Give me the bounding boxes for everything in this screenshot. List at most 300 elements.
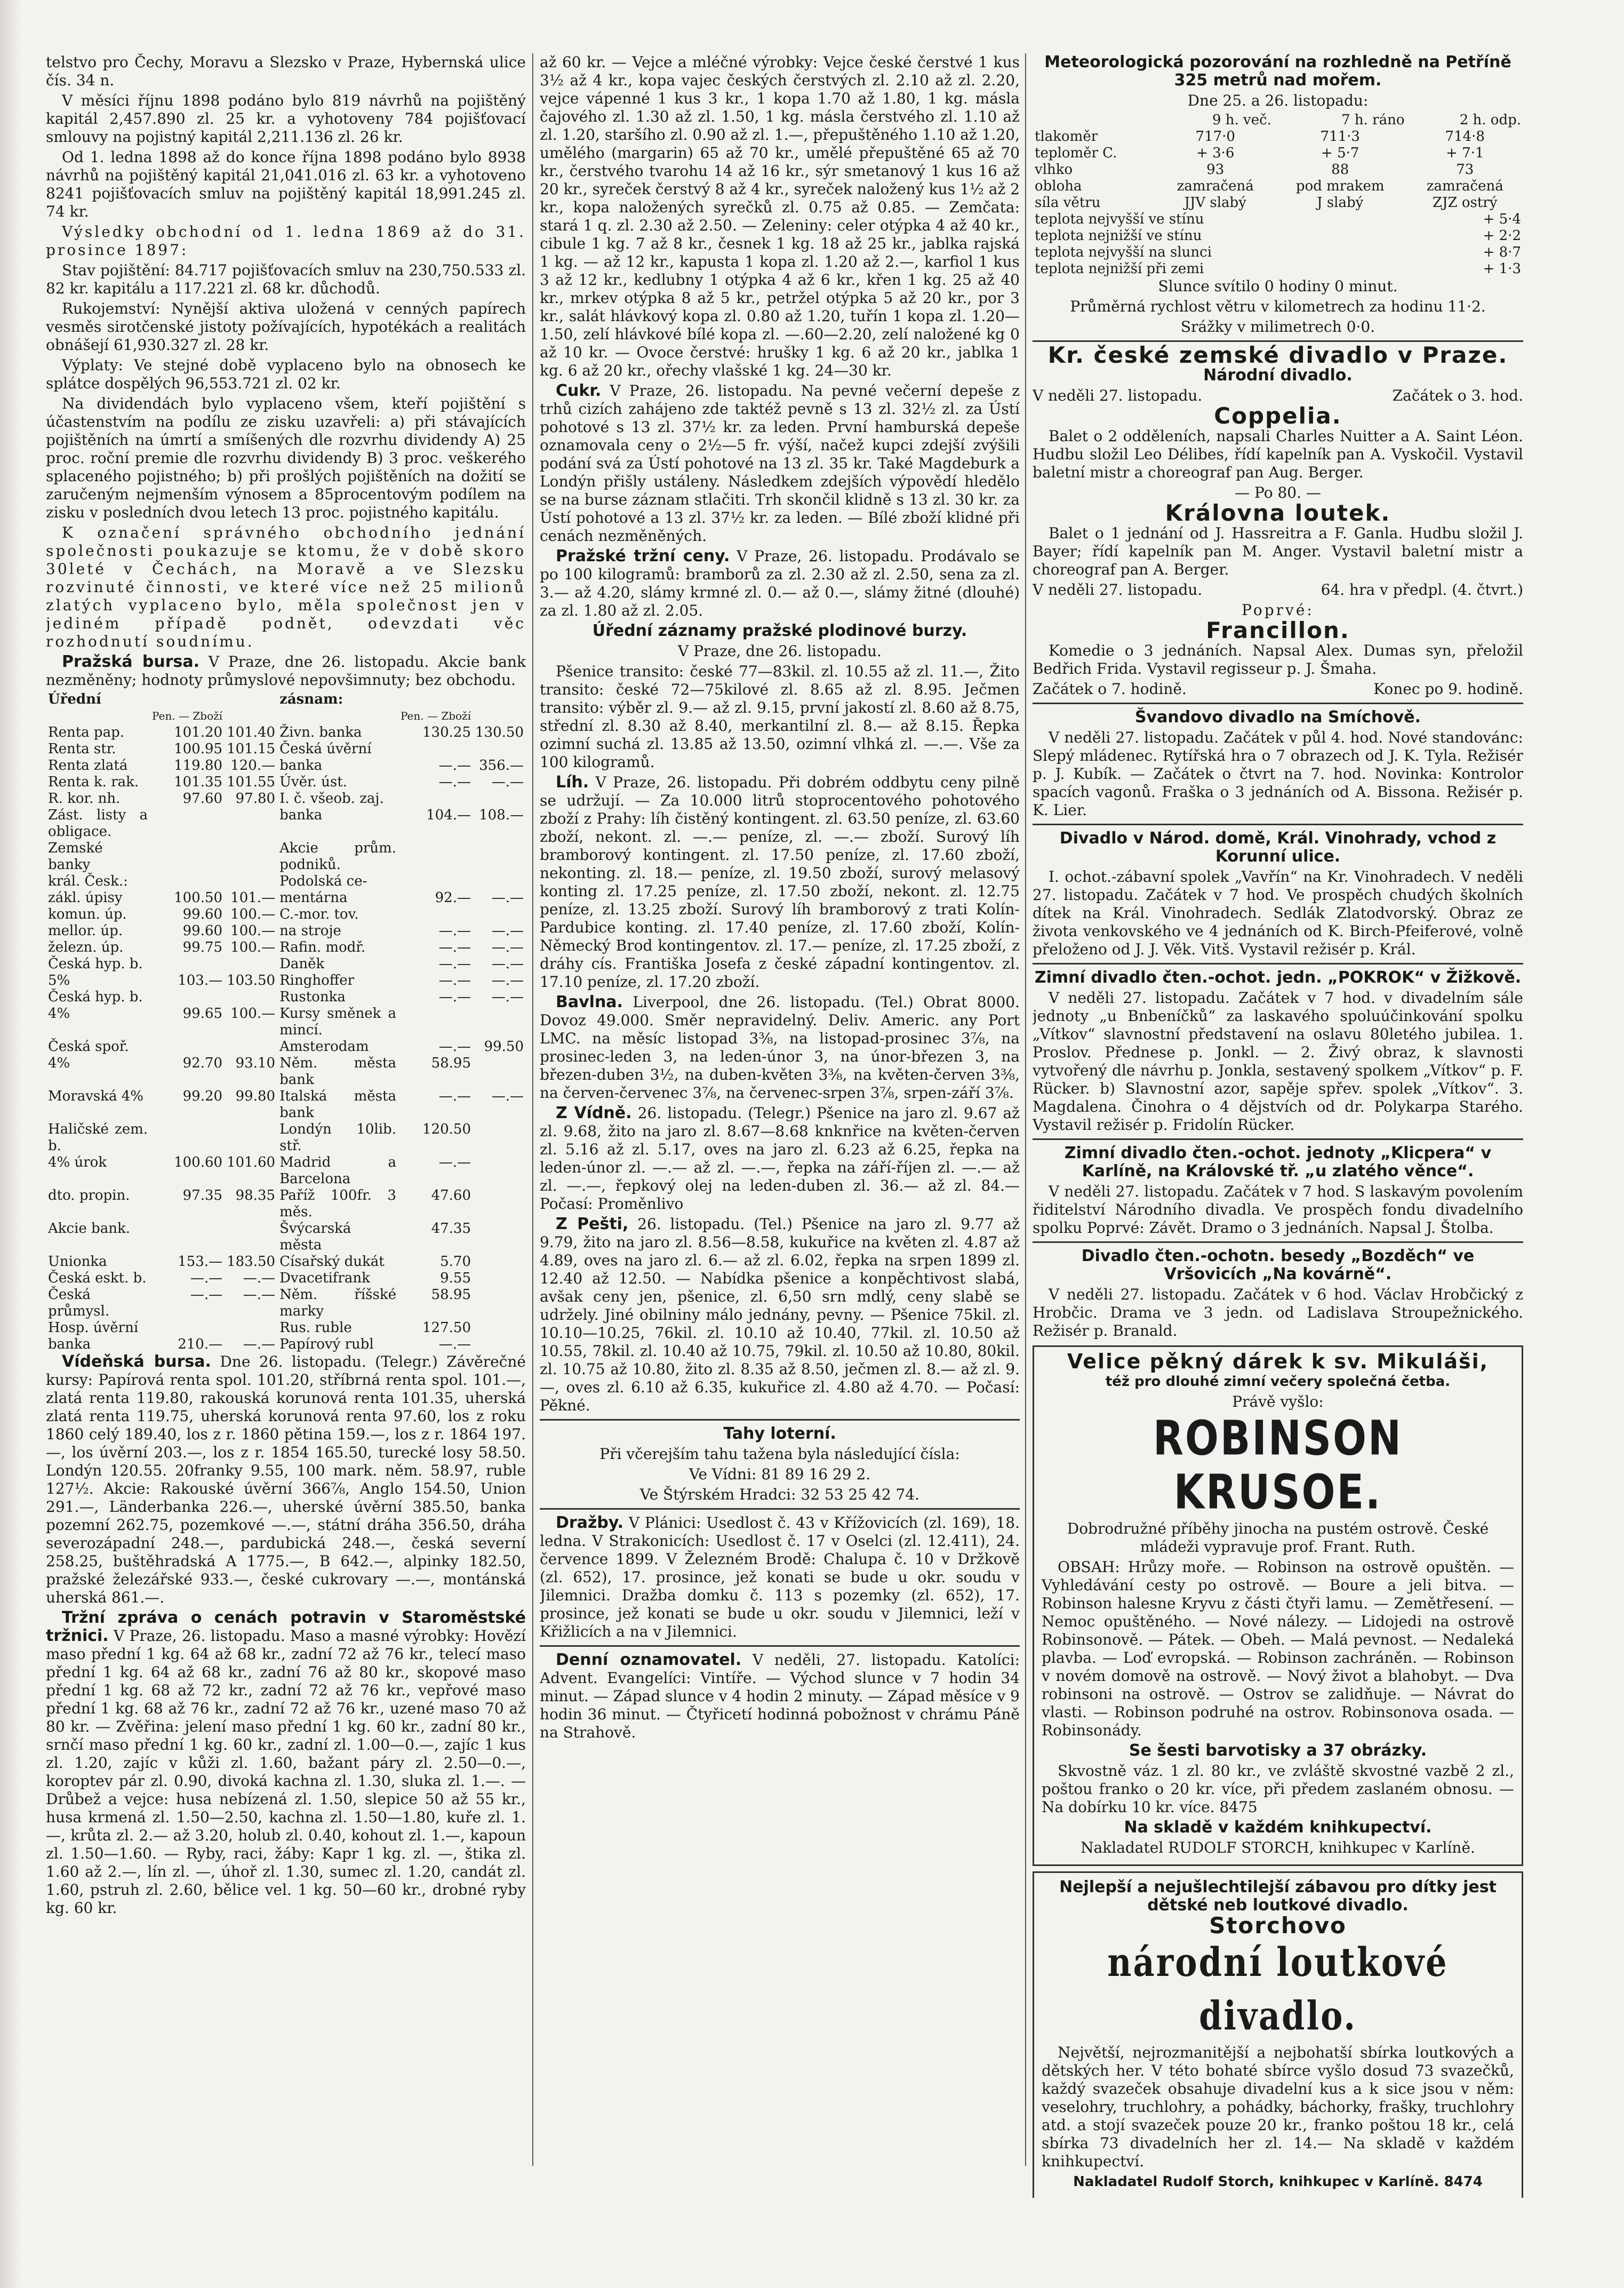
paragraph: až 60 kr. — Vejce a mléčné výrobky: Vejce české čerstvé 1 kus 3½ až 4 kr., kopa vajec českých čerstvých zl. 2.10 až zl. 2.20, vejce vápenné 1 kus 3 kr., 1 kopa 1.70 až 1.80, 1 kg. másla čajového zl. 1.30 až zl. 1.50, 1 kg. másla čerstvého zl. 1.10 až zl. 1.20, staršího zl. 0.90 až zl. 1.—, přepuštěného 1.10 až 1.20, umělého (margarin) 65 až 70 kr., umělé přepuštěné 65 až 70 kr., čerstvého tvarohu 14 až 16 kr., sýr smetanový 1 kus 16 až 20 kr., syreček čerstvý 8 až 4 kr., syreček naložený kus 1½ až 2 kr., kopa naložených syrečků zl. 0.75 až 0.85. — Zemčata: stará 1 q. zl. 2.30 až 2.50. — Zeleniny: celer otýpka 4 až 40 kr., cibule 1 kg. 7 až 8 kr., česnek 1 kg. 18 až 25 kr., jablka rajská 1 kg. — až 12 kr., kapusta 1 kopa zl. 1.20 až 2.—, karfiol 1 kus 3 až 12 kr., kedlubny 1 otýpka 4 až 6 kr., křen 1 kg. 25 až 40 kr., mrkev otýpka 8 až 5 kr., petržel otýpka 5 až 20 kr., por 3 kr., salát hlávkový kopa zl. 0.80 až 1.20, tuřín 1 kopa zl. 1.20—1.50, zelí hlávkové bílé kopa zl. —.60—2.20, zelí naložené kg 0 až 10 kr. — Ovoce čerstvé: hrušky 1 kg. 6 až 20 kr., jablka 1 kg. 6 až 20 kr., ořechy vlašské 1 kg. 24—30 kr. <box>540 53 1020 379</box>
table-cell <box>225 1039 277 1055</box>
table-row <box>46 1088 526 1121</box>
table-cell <box>225 956 277 972</box>
table-cell <box>473 1287 526 1320</box>
table-row <box>46 972 526 989</box>
table-cell <box>473 1221 526 1254</box>
show-dateline <box>1033 387 1523 405</box>
table-cell: 101.60 <box>227 1154 276 1170</box>
table-cell: banka <box>48 1336 91 1352</box>
table-cell: —.— <box>491 956 524 972</box>
table-cell <box>398 1006 473 1039</box>
show-description: V neděli 27. listopadu. Začátek v půl 4. hod. Nové standovánc: Slepý mládenec. Rytířská hra o 7 obrazech od J. K. Tyla. Režisér p. J. Kubík. — Začátek o čtvrt na 7. hod. Novinka: Kontrolor spacích vagonů. Fraška o 3 jednáních od A. Bissona. Režisér p. K. Lier. <box>1033 729 1523 819</box>
meteo-column-label: 9 h. več. <box>1212 112 1271 128</box>
meteo-table-head <box>1033 112 1523 129</box>
table-cell: + 8·7 <box>1483 244 1521 260</box>
meteo-extreme-row <box>1033 211 1523 228</box>
paragraph: Výplaty: Ve stejné době vyplaceno bylo na obnosech ke splátce dospělých 96,553.721 zl. 02 kr. <box>46 356 526 392</box>
table-row <box>46 1039 526 1055</box>
column-3 <box>1033 53 1523 2198</box>
show-times <box>1033 680 1523 698</box>
meteo-row <box>1033 145 1523 162</box>
advert-title: ROBINSON KRUSOE. <box>1153 1411 1403 1520</box>
show-title: Francillon. <box>1206 617 1350 643</box>
paragraph: V měsíci říjnu 1898 podáno bylo 819 návrhů na pojištěný kapitál 2,457.890 zl. 25 kr. a vyhotoveny 784 pojišťovací smlouvy na pojistný kapitál 2,211.136 zl. 26 kr. <box>46 92 526 146</box>
table-cell: Česká hyp. b. <box>48 989 143 1005</box>
advert-name: Storchovo <box>1209 1912 1347 1939</box>
table-cell: Ringhoffer <box>279 972 355 988</box>
table-cell <box>225 873 277 890</box>
table-cell <box>398 840 473 873</box>
theatre-heading: Kr. české zemské divadlo v Praze. <box>1047 342 1508 368</box>
theatre-heading: Divadlo čten.-ochotn. besedy „Bozděch“ ve Vršovicích „Na kovárně“. <box>1081 1247 1475 1283</box>
show-dateline <box>1033 581 1523 599</box>
table-cell: Něm. města bank <box>279 1055 396 1088</box>
table-row <box>46 956 526 972</box>
column-rule <box>1025 53 1026 2166</box>
table-cell: banka <box>279 807 323 823</box>
table-cell: 120.— <box>230 758 276 774</box>
table-cell: 104.— <box>426 807 471 823</box>
show-note: Poprvé: <box>1242 601 1314 619</box>
table-cell: 92.— <box>435 890 471 906</box>
paragraph-text: V Praze, 26. listopadu. Prodávalo se po 100 kilogramů: bramborů za zl. 2.30 až zl. 2.50, sena za zl. 3.— až 4.20, slámy krmné zl. 0.— až 0.—, slámy žitné (dlouhé) za zl. 1.80 až zl. 2.05. <box>540 547 1020 619</box>
table-cell: železn. úp. <box>48 939 124 955</box>
paragraph: Rukojemství: Nynější aktiva uložená v cenných papírech vesměs sirotčenské jistoty požívajících, hypotékách a realitách obnášejí 61,930.327 zl. 28 kr. <box>46 300 526 354</box>
table-cell <box>225 840 277 873</box>
table-cell <box>473 1320 526 1336</box>
table-cell: R. kor. nh. <box>48 791 121 807</box>
table-cell: —.— <box>438 923 471 939</box>
table-cell: 97.35 <box>182 1187 223 1203</box>
table-cell <box>225 1320 277 1336</box>
advert-text: Největší, nejrozmanitější a nejbohatší sbírka loutkových a dětských her. V této bohaté sbírce vyšlo dosud 73 svazečků, každý svazeček obsahuje divadelní kus a k sice jsou v něm: veselohry, truchlohry, a pohádky, báchorky, frašky, truchlohry atd. a stojí svazeček pouze 20 kr., franko poštou 18 kr., celá sbírka 73 divadelních her zl. 14.— Na skladě v každém knihkupectví. <box>1042 2044 1514 2170</box>
show-description: V neděli 27. listopadu. Začátek v 7 hod. S laskavým povolením řiditelství Národního divadla. Ve prospěch fondu divadelního spolku Poprvé: Závět. Dramo o 3 jednáních. Napsal J. Štolba. <box>1033 1183 1523 1237</box>
table-row <box>46 774 526 791</box>
section-heading: Tahy loterní. <box>723 1424 836 1443</box>
table-row <box>46 1121 526 1154</box>
table-cell: —.— <box>438 1039 471 1055</box>
table-cell: 93 <box>1206 162 1225 178</box>
table-cell: + 2·2 <box>1483 228 1521 244</box>
advert-publisher: Nakladatel Rudolf Storch, knihkupec v Karlíně. 8474 <box>1073 2174 1483 2190</box>
table-cell: —.— <box>438 774 471 790</box>
table-cell <box>473 691 526 708</box>
advert-text: Na skladě v každém knihkupectví. <box>1124 1818 1432 1837</box>
table-cell <box>473 906 526 923</box>
table-cell: 101.40 <box>227 724 276 740</box>
table-row <box>46 791 526 807</box>
table-cell <box>225 691 277 708</box>
table-cell: komun. úp. <box>48 906 127 922</box>
meteo-table <box>1033 112 1523 277</box>
theatre-heading: Švandovo divadlo na Smíchově. <box>1134 708 1421 727</box>
table-cell: 100.95 <box>174 741 223 757</box>
divider <box>1033 703 1523 704</box>
advert-subheading: též pro dlouhé zimní večery společná četba. <box>1105 1374 1451 1390</box>
table-cell: —.— <box>491 1088 524 1104</box>
table-cell: Paříž 100fr. 3 měs. <box>279 1187 396 1220</box>
table-header-row <box>46 691 526 708</box>
table-cell: vlhko <box>1035 162 1073 178</box>
table-cell <box>225 1121 277 1154</box>
section-heading: Vídeňská bursa. <box>62 1352 211 1371</box>
table-cell: Česká průmysl. <box>48 1287 110 1319</box>
table-cell: 99.50 <box>484 1039 524 1055</box>
table-cell: —.— <box>438 1336 471 1352</box>
show-description: Komedie o 3 jednáních. Napsal Alex. Dumas syn, přeložil Bedřich Frida. Vystavil regisseur p. J. Šmaha. <box>1033 642 1523 677</box>
paragraph-text: V Praze, 26. listopadu. Na pevné večerní depeše z trhů cizích zahájeno zde taktéž pevně s 13 zl. 32½ zl. za Ústí pohotové s 13 zl. 37½ kr. za leden. První hamburská depeše oznamovala ceny o 2½—5 fr. výší, načež kupci zdejší zvýšili podání svá za Ústí pohotové na 13 zl. 35 kr. Také Magdeburk a Londýn přišly ustáleny. Následkem zdejších výpovědí hledělo se na burse záznam stlačiti. Trh skončil klidně s 13 zl. 30 kr. za Ústí pohotové a 13 zl. 37½ kr. za leden. — Bílé zboží klidné při cenách nezměněných. <box>540 382 1020 545</box>
table-cell: + 5·4 <box>1483 211 1521 227</box>
show-date: V neděli 27. listopadu. <box>1033 581 1203 599</box>
table-cell: 103.50 <box>227 972 276 988</box>
table-cell: síla větru <box>1035 195 1101 211</box>
table-cell: Rustonka <box>279 989 346 1005</box>
table-cell: 103.— <box>178 972 223 988</box>
dateline: V Praze, dne 26. listopadu. <box>678 642 882 660</box>
meteo-extremes <box>1033 211 1523 277</box>
table-cell: Italská města bank <box>279 1088 396 1121</box>
table-cell: Unionka <box>48 1254 107 1270</box>
table-cell <box>398 873 473 890</box>
table-cell: —.— <box>438 758 471 774</box>
table-cell: Něm. říšské marky <box>279 1287 396 1319</box>
table-row <box>46 724 526 741</box>
show-title: Královna loutek. <box>1165 500 1391 526</box>
table-cell: 5.70 <box>440 1254 471 1270</box>
table-cell <box>150 873 225 890</box>
advert-text: Se šesti barvotisky a 37 obrázky. <box>1129 1741 1427 1760</box>
meteo-column-label: 7 h. ráno <box>1341 112 1405 128</box>
table-cell: ZJZ ostrý <box>1433 195 1498 211</box>
table-row <box>46 1254 526 1270</box>
show-end: Konec po 9. hodině. <box>1373 680 1523 698</box>
table-cell <box>150 956 225 972</box>
table-cell: 99.60 <box>182 923 223 939</box>
table-cell <box>473 1254 526 1270</box>
table-cell <box>150 1221 225 1254</box>
paragraph-text: V neděli, 27. listopadu. Katolíci: Advent. Evangelíci: Vintíře. — Východ slunce v 7 hodin 34 minut. — Západ slunce v 4 hodin 2 minuty. — Západ měsíce v 9 hodin 36 minut. — Čtyřicetí hodinná pobožnost v chrámu Páně na Strahově. <box>540 1651 1020 1741</box>
table-cell: Daněk <box>279 956 325 972</box>
section-heading: Z Pešti, <box>556 1215 629 1233</box>
show-date: V neděli 27. listopadu. <box>1033 387 1203 404</box>
page-gutter-shadow <box>0 0 21 2288</box>
table-row <box>46 923 526 939</box>
meteo-table-body <box>1033 129 1523 211</box>
table-cell <box>150 840 225 873</box>
table-cell <box>473 1006 526 1039</box>
paragraph-text: V Plánici: Usedlost č. 43 v Křížovicích (zl. 169), 18. ledna. V Strakonicích: Usedlost č. 17 v Oselci (zl. 12.411), 24. července 1899. V Železném Brodě: Chalupa č. 10 v Držkově (zl. 652), 17. prosince, jež konati se bude u okr. soudu v Jilemnici. Dražba domku č. 113 s pozemky (zl. 652), 17. prosince, jež konati se bude u okr. soudu v Jilemnici, leží v Křižlicích a na v Jilemnici. <box>540 1514 1020 1640</box>
divider <box>1033 1138 1523 1140</box>
advert-text: Skvostně váz. 1 zl. 80 kr., ve zvláště skvostné vazbě 2 zl., poštou franko o 20 kr. více, při předem zaslaném obnosu. — Na dobírku 10 kr. více. 8475 <box>1042 1762 1514 1816</box>
table-cell: —.— <box>190 1287 223 1303</box>
table-cell: 99.20 <box>182 1088 223 1104</box>
table-cell: —.— <box>243 1270 276 1286</box>
table-cell: 717·0 <box>1195 129 1235 145</box>
paragraph: Stav pojištění: 84.717 pojišťovacích smluv na 230,750.533 zl. 82 kr. kapitálu a 117.221 zl. 68 kr. důchodů. <box>46 261 526 297</box>
table-cell <box>473 791 526 807</box>
meteo-row <box>1033 129 1523 145</box>
table-cell: 101.55 <box>227 774 276 790</box>
table-row <box>46 939 526 956</box>
section-heading: Cukr. <box>556 381 602 400</box>
show-info: 64. hra v předpl. (4. čtvrt.) <box>1321 581 1523 599</box>
table-cell: 4% <box>48 1006 70 1022</box>
section-heading: Úřední záznamy pražské plodinové burzy. <box>592 621 967 640</box>
table-cell <box>473 873 526 890</box>
table-row <box>46 989 526 1006</box>
table-cell: —.— <box>243 1336 276 1352</box>
table-cell: 100.— <box>230 1006 276 1022</box>
table-cell: Úřední <box>48 691 101 707</box>
paragraph: Výsledky obchodní od 1. ledna 1869 až do 31. prosince 1897: <box>46 223 526 259</box>
theatre-heading: Divadlo v Národ. domě, Král. Vinohrady, vchod z Korunní ulice. <box>1059 829 1497 866</box>
meteo-column-label: 2 h. odp. <box>1459 112 1521 128</box>
table-cell: zákl. úpisy <box>48 890 123 906</box>
table-cell: —.— <box>491 939 524 955</box>
table-cell <box>473 708 526 724</box>
table-cell: Moravská 4% <box>48 1088 144 1104</box>
theatre-heading: Zimní divadlo čten.-ochot. jedn. „POKROK“ v Žižkově. <box>1034 968 1522 987</box>
advert-heading: Velice pěkný dárek k sv. Mikuláši, <box>1067 1350 1489 1373</box>
paragraph: Na dividendách bylo vyplaceno všem, kteří pojištění s účastenstvím na podílu ze zisku uzavřeli: a) při stávajících pojištěních na úmrtí a smíšených dle rozvrhu dividendy A) 25 proc. roční premie dle rozvrhu dividendy B) 3 proc. veškerého splaceného pojistného; b) při prošlých pojištěních na dožití se zaručeným nejmenším výnosem a 85procentovým podílem na zisku v posledních dvou letech 13 proc. pojistného kapitálu. <box>46 395 526 521</box>
table-cell <box>473 1154 526 1187</box>
table-cell <box>225 807 277 840</box>
table-cell: 101.20 <box>174 724 223 740</box>
table-cell <box>225 708 277 724</box>
table-cell: Úvěr. úst. <box>279 774 347 790</box>
table-cell: Česká spoř. <box>48 1039 129 1055</box>
advert-text: OBSAH: Hrůzy moře. — Robinson na ostrově opuštěn. — Vyhledávání cesty po ostrově. — Boure a jeli bitva. — Robinson halesne Kryvu z části čtyři lamu. — Zemětřesení. — Nemoc opuštěného. — Nové nálezy. — Lidojedi na ostrově Robinsonově. — Pátek. — Obeh. — Malá pevnost. — Nedaleká plavba. — Loď evropská. — Robinson zachráněn. — Robinson v novém domově na ostrově. — Nový život a blahobyt. — Dva robinsoni na ostrově. — Ostrov se zalidňuje. — Návrat do vlasti. — Robinson podruhé na ostrov. Robinsonova osada. — Robinsonády. <box>1042 1558 1514 1739</box>
show-description: V neděli 27. listopadu. Začátek v 7 hod. v divadelním sále jednoty „u Bnbeníčků“ za laskavého spoluúčinkování spolku „Vítkov“ slavnostní představení na oslavu 80letého jubilea. 1. Proslov. Přednese p. Jonkl. — 2. Živý obraz, k slavnosti vytvořený dle návrhu p. Jonkla, sestavený spolkem „Vítkov“ p. F. Rücker. b) Slavnostní azor, sapěje spřev. spolek „Vítkov“. 3. Magdalena. Činohra o 4 dějstvích od dr. Polykarpa Starého. Vystavil režisér p. Fridolín Rücker. <box>1033 989 1523 1134</box>
table-cell <box>1033 112 1157 129</box>
table-cell: 100.— <box>230 906 276 922</box>
table-cell <box>473 1270 526 1287</box>
table-cell <box>150 691 225 708</box>
section-heading: Pražské tržní ceny. <box>556 547 730 565</box>
table-cell: Hosp. úvěrní <box>48 1320 139 1336</box>
table-cell: 58.95 <box>431 1055 471 1071</box>
column-1 <box>46 53 526 2198</box>
paragraph-text: V Praze, dne 26. listopadu. Akcie bank nezměněny; hodnoty průmyslové nepovšimnuty; bez obchodu. <box>46 653 526 689</box>
table-cell: tlakoměr <box>1035 129 1098 145</box>
table-cell <box>473 1121 526 1154</box>
table-cell: 127.50 <box>422 1320 471 1336</box>
paragraph: Od 1. ledna 1898 až do konce října 1898 podáno bylo 8938 návrhů na pojištěný kapitál 21,041.016 zl. 63 kr. a vyhotoveno 8241 pojišťovacích smluv na pojištěný kapitál 18,991.245 zl. 74 kr. <box>46 148 526 220</box>
table-cell: 98.35 <box>235 1187 276 1203</box>
table-cell: 73 <box>1456 162 1474 178</box>
section-heading: Bavlna. <box>556 993 623 1011</box>
show-description: V neděli 27. listopadu. Začátek v 6 hod. Václav Hrobčický z Hrobčic. Drama ve 3 jedn. od Ladislava Stroupežnického. Režisér p. Branald. <box>1033 1286 1523 1340</box>
table-cell: teplota nejnižší ve stínu <box>1035 228 1202 244</box>
table-cell: 93.10 <box>235 1055 276 1071</box>
lottery-numbers-vienna: Ve Vídni: 81 89 16 29 2. <box>689 1465 871 1483</box>
paragraph-text: 26. listopadu. (Tel.) Pšenice na jaro zl. 9.77 až 9.79, žito na jaro zl. 8.56—8.58, kukuřice na květen zl. 4.87 až 4.89, oves na jaro zl. 6.— až zl. 6.02, řepka na srpen 1899 zl. 12.40 až 12.50. — Nabídka pšenice a konpěchtivost slabá, avšak ceny jen, pšenice, zl. 6,50 srn mdlý, ceny slabě se udržely. Jiné obilniny málo jednány, pevny. — Pšenice 75kil. zl. 10.10—10.25, 76kil. zl. 10.10 až 10.40, 77kil. zl. 10.50 až 10.55, 78kil. zl. 10.40 až 10.75, 79kil. zl. 10.50 až 10.80, 80kil. zl. 10.75 až 10.80, žito zl. 8.35 až 8.50, ječmen zl. 8.— až zl. 9.—, oves zl. 6.10 až 6.35, kukuřice zl. 4.80 až 4.70. — Počasí: Pěkné. <box>540 1215 1020 1414</box>
table-row <box>46 1270 526 1287</box>
paragraph: K označení správného obchodního jednání společnosti poukazuje se ktomu, že v době skoro 30leté v Čechách, na Moravě a ve Slezsku rozvinuté činnosti, ve které více než 25 milionů zlatých vyplaceno bylo, měla společnost jen v jediném případě podnět, odevzdati věc rozhodnutí soudnímu. <box>46 524 526 650</box>
table-cell: I. č. všeob. zaj. <box>279 791 384 807</box>
table-cell: 92.70 <box>182 1055 223 1071</box>
show-description: Balet o 2 odděleních, napsali Charles Nuitter a A. Saint Léon. Hudbu složil Leo Délibes, řídí kapelník pan A. Vyskočil. Vystavil baletní mistr a choreograf pan Aug. Berger. <box>1033 427 1523 481</box>
paragraph: telstvo pro Čechy, Moravu a Slezsko v Praze, Hybernská ulice čís. 34 n. <box>46 53 526 89</box>
table-cell: Švýcarská města <box>279 1221 351 1253</box>
table-row <box>46 1336 526 1353</box>
table-cell: Kursy směnek a mincí. <box>279 1006 396 1038</box>
table-cell: 130.50 <box>475 724 524 740</box>
table-cell <box>150 1039 225 1055</box>
table-cell: 97.80 <box>235 791 276 807</box>
table-cell: Rus. ruble <box>279 1320 352 1336</box>
table-cell: Živn. banka <box>279 724 362 740</box>
table-cell: 9.55 <box>440 1270 471 1286</box>
table-cell: 99.80 <box>235 1088 276 1104</box>
table-cell: 100.50 <box>174 890 223 906</box>
section-heading: Denní oznamovatel. <box>556 1651 742 1669</box>
table-cell: 97.60 <box>182 791 223 807</box>
advert-text: Dobrodružné příběhy jinocha na pustém ostrově. České mládeži vypravuje prof. Frant. Ruth. <box>1067 1520 1489 1556</box>
table-cell: 153.— <box>178 1254 223 1270</box>
table-cell: teplota nejvyšší na slunci <box>1035 244 1212 260</box>
paragraph-text: V Praze, 26. listopadu. Maso a masné výrobky: Hovězí maso přední 1 kg. 64 až 68 kr., zadní 72 až 76 kr., telecí maso přední 1 kg. 64 až 68 kr., zadní 76 až 80 kr., skopové maso přední 1 kg. 68 až 72 kr., zadní 72 až 76 kr., vepřové maso přední 1 kg. 68 až 76 kr., zadní 72 až 76 kr., uzené maso 70 až 80 kr. — Zvěřina: jelení maso přední 1 kg. 60 kr., zadní 80 kr., srnčí maso přední 1 kg. 60 kr., zadní zl. 1.00—0.—, zajíc 1 kus zl. 1.20, zajíc v kůži zl. 1.60, bažant páry zl. 2.50—0.—, koroptev pár zl. 0.90, divoká kachna zl. 1.30, sluka zl. 1.—. — Drůbež a vejce: husa nebízená zl. 1.50, slepice 50 až 55 kr., husa krmená zl. 1.50—2.50, kachna zl. 1.50—1.80, kuře zl. 1.—, krůta zl. 2.— až 3.20, holub zl. 0.40, kohout zl. 1.—, kapoun zl. 1.50—1.60. — Ryby, raci, žáby: Kapr 1 kg. zl. —, štika zl. 1.60 až 2.—, lín zl. —, úhoř zl. 1.30, sumec zl. 1.20, candát zl. 1.60, pstruh zl. 2.60, bělice vel. 1 kg. 50—60 kr., drobné ryby kg. 60 kr. <box>46 1627 526 1917</box>
paragraph-text: V Praze, 26. listopadu. Při dobrém oddbytu ceny pilně se udržují. — Za 10.000 litrů stoprocentového pohotového zboží z Prahy: líh čistěný kontingent. zl. 63.50 peníze, zl. 63.60 zboží, nekont. zl. —.— peníze, zl. —.— zboží. Surový líh bramborový kontingent. zl. 17.50 peníze, zl. 17.60 zboží, nekonting. zl. 18.— peníze, zl. 19.50 zboží, surový melasový konting zl. 17.25 peníze, zl. 17.50 zboží, nekont. zl. 12.75 peníze, zl. 13.25 zboží. Surový líh bramborový z trati Kolín-Pardubice konting. zl. 17.40 peníze, zl. 17.60 zboží, Kolín-Německý Brod kontingentov. zl. 17.— peníze, zl. 17.25 zboží, z dráhy cís. Františka Josefa z české západní kontingentov. zl. 17.10 peníze, zl. 17.20 zboží. <box>540 774 1020 991</box>
table-cell: král. Česk.: <box>48 873 128 889</box>
table-cell: Papírový rubl <box>279 1336 374 1352</box>
section-heading: Tržní zpráva o cenách potravin v Staroměstské tržnici. <box>46 1608 526 1645</box>
table-cell: Podolská ce- <box>279 873 367 889</box>
table-row <box>46 1154 526 1187</box>
meteo-row <box>1033 195 1523 211</box>
table-cell: Zást. listy a obligace. <box>48 807 148 840</box>
table-cell: —.— <box>190 1270 223 1286</box>
show-title: Coppelia. <box>1214 403 1342 429</box>
table-cell: 101.— <box>230 890 276 906</box>
table-cell: —.— <box>438 939 471 955</box>
table-header-row <box>46 708 526 724</box>
table-cell: 130.25 <box>422 724 471 740</box>
divider <box>1033 963 1523 964</box>
section-heading: Líh. <box>556 773 589 792</box>
table-row <box>46 1320 526 1336</box>
table-cell: 100.60 <box>174 1154 223 1170</box>
table-cell: —.— <box>491 989 524 1005</box>
table-cell: 101.15 <box>227 741 276 757</box>
table-row <box>46 906 526 923</box>
meteo-heading: Meteorologická pozorování na rozhledně na Petříně 325 metrů nad mořem. <box>1044 53 1511 90</box>
table-cell: 210.— <box>178 1336 223 1352</box>
table-cell <box>225 1221 277 1254</box>
table-cell: 99.75 <box>182 939 223 955</box>
paragraph-text: Dne 26. listopadu. (Telegr.) Závěrečné kursy: Papírová renta spol. 101.20, stříbrná renta spol. 101.—, zlatá renta 119.80, rakouská korunová renta 101.35, uherská zlatá renta 119.75, uherská korunová renta 97.60, los z roku 1860 celý 189.40, los z r. 1860 pětina 159.—, los z r. 1864 197.—, los úvěrní 203.—, los z r. 1854 165.50, turecké losy 58.50. Londýn 120.55. 20franky 9.55, 100 mark. něm. 58.97, ruble 127½. Akcie: Rakouské úvěrní 366⅞, Anglo 154.50, Union 291.—, Länderbanka 226.—, uherské úvěrní 385.50, banka pozemní 262.75, pozemkové —.—, státní dráha 356.50, dráha severozápadní 248.—, pardubická 248.—, česká severní 258.25, buštěhradská A 1775.—, B 642.—, alpinky 182.50, pražské železářské 933.—, české cukrovary —.—, montánská uherská 861.—. <box>46 1353 526 1606</box>
table-cell: Renta str. <box>48 741 116 757</box>
table-cell: zamračená <box>1177 178 1254 194</box>
table-row <box>46 873 526 890</box>
table-cell <box>150 1121 225 1154</box>
advert-robinson <box>1033 1345 1523 1866</box>
table-cell: mentárna <box>279 890 348 906</box>
table-row <box>46 1006 526 1039</box>
table-cell: Renta zlatá <box>48 758 128 774</box>
table-cell: —.— <box>491 972 524 988</box>
table-cell: 100.— <box>230 939 276 955</box>
table-cell: Česká eskt. b. <box>48 1270 147 1286</box>
table-cell: Dvacetifrank <box>279 1270 370 1286</box>
advert-title: národní loutkové divadlo. <box>1107 1939 1449 2039</box>
table-cell: —.— <box>438 1154 471 1170</box>
table-cell: Renta k. rak. <box>48 774 139 790</box>
table-cell: Císařský dukát <box>279 1254 385 1270</box>
show-description: I. ochot.-zábavní spolek „Vavřín“ na Kr. Vinohradech. V neděli 27. listopadu. Začátek v 7 hod. Ve prospěch chudých školních dítek na Král. Vinohradech. Sedlák Zlatodvorský. Obraz ze života venkovského ve 4 jednáních od K. Birch-Pfeiferové, volně přeloženo od J. J. Věk. Vitš. Vystavil režisér p. Král. <box>1033 868 1523 958</box>
table-cell: Amsterodam <box>279 1039 369 1055</box>
table-cell <box>150 1320 225 1336</box>
meteo-extreme-row <box>1033 228 1523 244</box>
table-cell: 714·8 <box>1445 129 1485 145</box>
table-cell: pod mrakem <box>1295 178 1385 194</box>
table-row <box>46 1055 526 1088</box>
table-cell <box>473 741 526 758</box>
advert-subheading: Právě vyšlo: <box>1232 1393 1324 1410</box>
table-cell: 99.60 <box>182 906 223 922</box>
table-cell: 356.— <box>479 758 524 774</box>
table-cell: zásnam: <box>279 691 343 707</box>
paragraph-text: Liverpool, dne 26. listopadu. (Tel.) Obrat 8000. Dovoz 49.000. Směr nepravidelný. Deliv. Americ. any Port LMC. na měsíc listopad 3⅜, na listopad-prosinec 3⅞, na prosinec-leden 3, na leden-únor 3, na únor-březen 3, na březen-duben 3½, na duben-květen 3⅜, na květen-červen 3⅜, na červen-červenec 3⅞, na červenec-srpen 3⅞, srpen-září 3⅞. <box>540 993 1020 1102</box>
table-cell: Rafin. modř. <box>279 939 366 955</box>
exchange-table-body <box>46 691 526 1353</box>
table-cell: + 5·7 <box>1321 145 1359 161</box>
show-start: Začátek o 7. hodině. <box>1033 680 1187 698</box>
table-cell: —.— <box>491 923 524 939</box>
section-heading: Z Vídně. <box>556 1104 632 1122</box>
table-row <box>46 741 526 758</box>
table-row <box>46 1221 526 1254</box>
table-cell: Zemské banky <box>48 840 103 873</box>
table-cell: —.— <box>491 774 524 790</box>
divider <box>540 1419 1020 1421</box>
table-cell: dto. propin. <box>48 1187 130 1203</box>
meteo-row <box>1033 162 1523 178</box>
divider <box>1033 824 1523 825</box>
table-cell: Česká úvěrní <box>279 741 372 757</box>
theatre-name: Národní divadlo. <box>1203 366 1353 385</box>
table-cell: Renta pap. <box>48 724 124 740</box>
table-cell: Londýn 10lib. stř. <box>279 1121 396 1154</box>
table-cell <box>473 1055 526 1088</box>
paragraph: Pšenice transito: české 77—83kil. zl. 10.55 až zl. 11.—, Žito transito: české 72—75kilové zl. 8.65 až zl. 8.95. Ječmen transito: výběr zl. 9.— až zl. 9.15, první jakostí zl. 8.60 až 8.75, střední zl. 8.30 až 8.40, merkantilní zl. 8.— až 8.15. Řepka ozimní suchá zl. 13.85 až 13.50, ozimní vlhká zl. —.—. Vše za 100 kilogramů. <box>540 663 1020 771</box>
table-cell: 183.50 <box>227 1254 276 1270</box>
meteo-extreme-row <box>1033 261 1523 277</box>
paragraph: Při včerejším tahu tažena byla následující čísla: <box>599 1445 960 1463</box>
table-cell: teploměr C. <box>1035 145 1117 161</box>
table-cell: + 1·3 <box>1483 261 1521 277</box>
table-cell <box>150 989 225 1006</box>
table-cell <box>398 791 473 807</box>
table-cell <box>473 840 526 873</box>
meteo-extreme-row <box>1033 244 1523 261</box>
table-cell: 47.35 <box>431 1221 471 1237</box>
table-row <box>46 807 526 840</box>
table-cell: —.— <box>438 1088 471 1104</box>
table-cell: Pen. — Zboží <box>400 709 471 722</box>
table-cell: Madrid a Barcelona <box>279 1154 396 1187</box>
table-cell <box>398 691 473 708</box>
table-cell: banka <box>279 758 323 774</box>
table-cell: 47.60 <box>431 1187 471 1203</box>
table-row <box>46 1287 526 1320</box>
table-cell: —.— <box>438 972 471 988</box>
advert-puppet-theatre <box>1033 1871 1523 2198</box>
table-cell: 4% <box>48 1055 70 1071</box>
advert-heading: Nejlepší a nejušlechtilejší zábavou pro dítky jest dětské neb loutkové divadlo. <box>1059 1878 1497 1915</box>
meteo-rain: Srážky v milimetrech 0·0. <box>1180 318 1375 336</box>
table-cell: Česká hyp. b. <box>48 956 143 972</box>
